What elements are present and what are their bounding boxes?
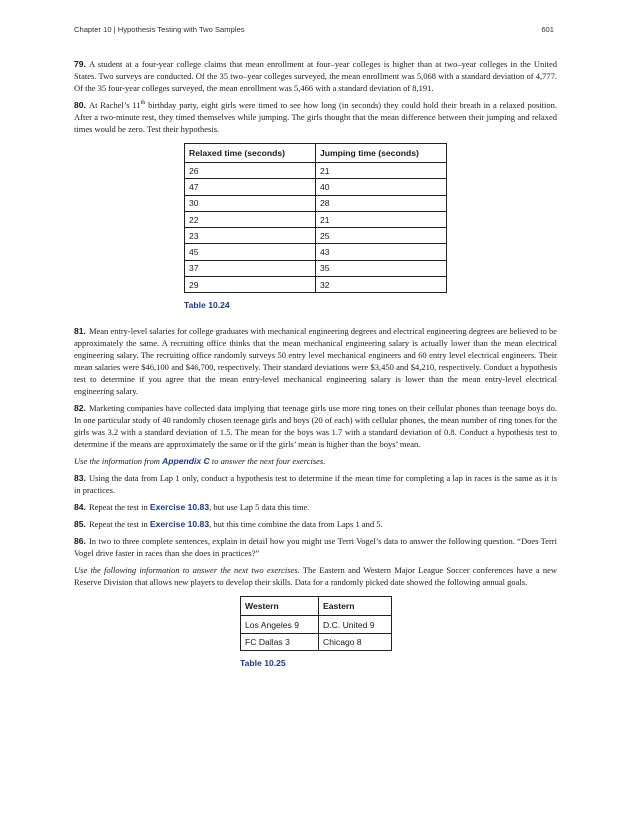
table-row — [185, 163, 447, 179]
column-header: Jumping time (seconds) — [316, 144, 447, 163]
page-header — [74, 25, 554, 37]
table-cell: 43 — [316, 244, 447, 260]
exercise-text: , but this time combine the data from Laps 1 and 5. — [209, 519, 383, 530]
table-row — [241, 616, 392, 634]
table-cell: 21 — [316, 211, 447, 227]
exercise-text: A student at a four-year college claims that mean enrollment at four–year colleges is higher than at two–year colleges in the United States. Two surveys are conducted. Of the 35 two–year colleges surveyed, the mean enrollment was 5,068 with a standard deviation of 4,777. Of the 35 four-year colleges surveyed, the mean enrollment was 5,466 with a standard deviation of 8,191. — [74, 59, 557, 93]
table-row — [185, 195, 447, 211]
table-row — [185, 179, 447, 195]
table-cell: 23 — [185, 228, 316, 244]
table-cell: 32 — [316, 277, 447, 293]
table-cell: 47 — [185, 179, 316, 195]
table-row — [185, 244, 447, 260]
exercise-83 — [74, 472, 557, 496]
table-cell: 21 — [316, 163, 447, 179]
exercise-84 — [74, 501, 557, 513]
table-row — [241, 633, 392, 651]
exercise-text: Repeat the test in — [88, 519, 150, 530]
soccer-instruction — [74, 564, 557, 588]
appendix-instruction — [74, 455, 557, 467]
exercise-10-83-link[interactable]: Exercise 10.83 — [149, 519, 210, 530]
exercise-text: In two to three complete sentences, explain in detail how you might use Terri Vogel’s data to answer the following question. “Does Terri Vogel drive faster in races than she does in practices?” — [74, 536, 557, 559]
appendix-c-link[interactable]: Appendix C — [162, 456, 210, 467]
exercise-number: 82. — [74, 403, 86, 414]
table-cell: 35 — [316, 260, 447, 276]
table-row — [185, 260, 447, 276]
column-header: Western — [241, 597, 319, 616]
table-cell: 45 — [185, 244, 316, 260]
table-cell: Los Angeles 9 — [241, 616, 319, 634]
table-10-24-wrapper — [74, 143, 557, 311]
table-cell: 30 — [185, 195, 316, 211]
table-10-25-wrapper — [74, 596, 557, 669]
table-cell: 28 — [316, 195, 447, 211]
exercise-number: 84. — [74, 502, 86, 513]
page-content — [74, 58, 557, 683]
exercise-number: 86. — [74, 536, 86, 547]
exercise-85 — [74, 518, 557, 530]
instruction-text: The Eastern and Western Major League Soccer conferences have a new Reserve Division that allows new players to develop their skills. Data for a randomly picked date showed the following annual goals. — [74, 565, 557, 588]
exercise-86 — [74, 535, 557, 559]
exercise-81 — [74, 325, 557, 397]
table-cell: D.C. United 9 — [319, 616, 392, 634]
table-cell: 29 — [185, 277, 316, 293]
table-caption: Table 10.25 — [240, 658, 286, 669]
chapter-title: Chapter 10 | Hypothesis Testing with Two Samples — [74, 25, 245, 34]
exercise-text: Using the data from Lap 1 only, conduct a hypothesis test to determine if the mean time for completing a lap in races is the same as it is in practices. — [74, 473, 557, 496]
instruction-italic: Use the following information to answer the next two exercises. — [74, 565, 300, 576]
table-row — [185, 211, 447, 227]
table-cell: 25 — [316, 228, 447, 244]
soccer-goals-table — [240, 596, 392, 651]
table-row — [185, 228, 447, 244]
exercise-number: 79. — [74, 59, 86, 69]
exercise-79 — [74, 58, 557, 94]
exercise-number: 85. — [74, 519, 86, 530]
exercise-number: 81. — [74, 326, 86, 337]
column-header: Relaxed time (seconds) — [185, 144, 316, 163]
exercise-82 — [74, 402, 557, 450]
column-header: Eastern — [319, 597, 392, 616]
superscript: th — [140, 100, 146, 107]
table-cell: FC Dallas 3 — [241, 633, 319, 651]
exercise-text: Repeat the test in — [88, 502, 150, 513]
exercise-number: 80. — [74, 100, 86, 110]
instruction-text: Use the information from — [74, 456, 162, 467]
exercise-text: At Rachel’s 11 — [88, 100, 141, 110]
page-number: 601 — [541, 25, 554, 34]
exercise-text: , but use Lap 5 data this time. — [209, 502, 310, 513]
table-cell: 37 — [185, 260, 316, 276]
table-header-row — [185, 144, 447, 163]
table-cell: 40 — [316, 179, 447, 195]
exercise-80 — [74, 99, 557, 135]
breath-time-table — [184, 143, 447, 293]
table-cell: Chicago 8 — [319, 633, 392, 651]
table-cell: 22 — [185, 211, 316, 227]
exercise-text: birthday party, eight girls were timed to see how long (in seconds) they could hold their breath in a relaxed position. After a two-minute rest, they timed themselves while jumping. The girls thought that the mean difference between their jumping and relaxed times would be zero. Test their hypothesis. — [74, 100, 557, 134]
table-caption: Table 10.24 — [184, 300, 230, 311]
table-header-row — [241, 597, 392, 616]
exercise-number: 83. — [74, 473, 86, 484]
exercise-text: Marketing companies have collected data implying that teenage girls use more ring tones on their cellular phones than teenage boys do. In one particular study of 40 randomly chosen teenage girls and boys (20 of each) with cellular phones, the mean number of ring tones for the girls was 3.2 with a standard deviation of 1.5. The mean for the boys was 1.7 with a standard deviation of 0.8. Conduct a hypothesis test to determine if the means are approximately the same or if the girls’ mean is higher than the boys’ mean. — [74, 403, 557, 450]
exercise-text: Mean entry-level salaries for college graduates with mechanical engineering degrees and electrical engineering degrees are believed to be approximately the same. A recruiting office thinks that the mean mechanical engineering salary is actually lower than the mean electrical engineering salary. The recruiting office randomly surveys 50 entry level mechanical engineers and 60 entry level electrical engineers. Their mean salaries were $46,100 and $46,700, respectively. Their standard deviations were $3,450 and $4,210, respectively. Conduct a hypothesis test to determine if you agree that the mean entry-level mechanical engineering salary is lower than the mean entry-level electrical engineering salary. — [74, 326, 557, 397]
exercise-10-83-link[interactable]: Exercise 10.83 — [149, 502, 210, 513]
table-cell: 26 — [185, 163, 316, 179]
table-row — [185, 277, 447, 293]
instruction-text: to answer the next four exercises. — [209, 456, 326, 467]
